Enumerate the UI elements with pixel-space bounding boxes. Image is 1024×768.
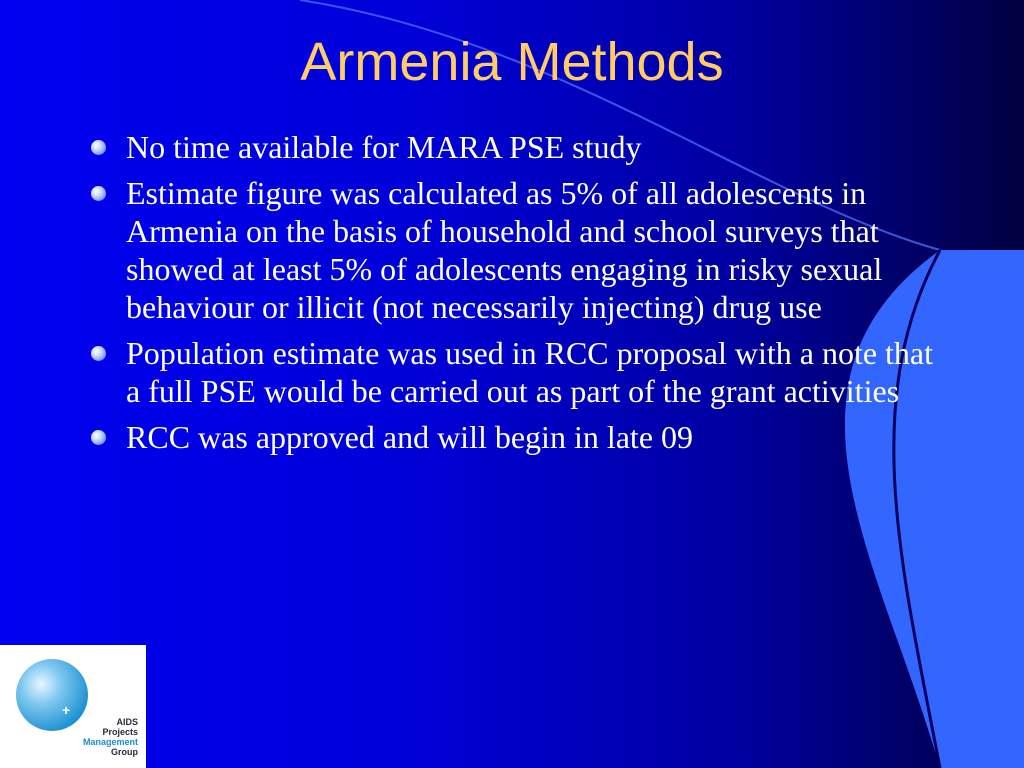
bullet-text: Population estimate was used in RCC proposal with a note that a full PSE would be carried out as part of the grant activities: [126, 335, 934, 409]
globe-sphere: [16, 659, 88, 731]
bullet-dot-icon: [91, 140, 106, 155]
bullet-item: [88, 128, 938, 166]
aids-projects-management-group-logo: [0, 645, 146, 768]
logo-line-group: Group: [111, 747, 138, 757]
bullet-text: RCC was approved and will begin in late 09: [126, 419, 694, 455]
bullet-text: Estimate figure was calculated as 5% of all adolescents in Armenia on the basis of household and school surveys that showed at least 5% of adolescents engaging in risky sexual behaviour or illicit (not necessarily injecting) drug use: [126, 175, 883, 325]
bullet-dot-icon: [91, 346, 106, 361]
logo-text: [83, 717, 138, 757]
globe-plus-sign: +: [62, 702, 71, 718]
bullet-list: [88, 128, 938, 464]
bullet-text: No time available for MARA PSE study: [126, 129, 642, 165]
logo-line-aids: AIDS: [116, 717, 138, 727]
bullet-item: [88, 174, 938, 326]
bullet-dot-icon: [91, 186, 106, 201]
bullet-item: [88, 418, 938, 456]
slide-title: Armenia Methods: [300, 32, 724, 92]
bullet-item: [88, 334, 938, 410]
bullet-dot-icon: [91, 430, 106, 445]
logo-line-management: Management: [82, 737, 138, 747]
logo-line-projects: Projects: [102, 727, 138, 737]
